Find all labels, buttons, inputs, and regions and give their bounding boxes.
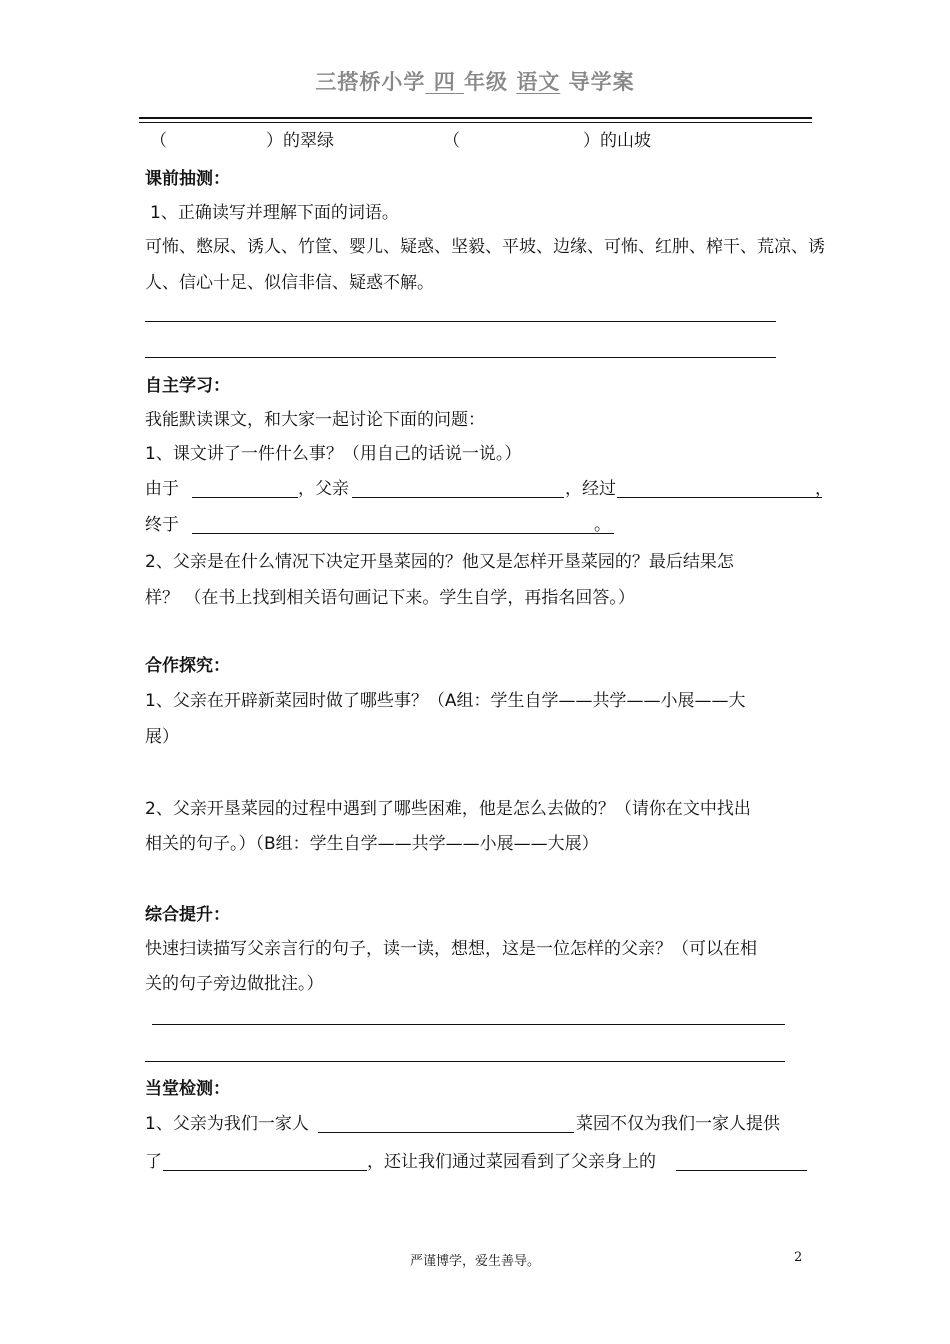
answer-line[interactable] bbox=[145, 321, 776, 322]
page-header-title bbox=[0, 66, 950, 96]
pretest-words-line-2: 人、信心十足、似信非信、疑惑不解。 bbox=[145, 273, 434, 293]
pretest-heading: 课前抽测： bbox=[145, 169, 230, 189]
fill-blank-father[interactable] bbox=[352, 497, 564, 498]
header-rule-thick bbox=[139, 117, 812, 119]
fill-due-label: 由于 bbox=[145, 479, 179, 499]
fill-finally-label: 终于 bbox=[145, 515, 179, 535]
cooperate-question-1-line-2: 展） bbox=[145, 727, 179, 747]
improve-line-1: 快速扫读描写父亲言行的句子，读一读，想想，这是一位怎样的父亲？（可以在相 bbox=[145, 939, 757, 959]
self-study-question-2-line-1: 2、父亲是在什么情况下决定开垦菜园的？他又是怎样开垦菜园的？最后结果怎 bbox=[145, 552, 734, 572]
answer-line[interactable] bbox=[152, 1024, 785, 1025]
self-study-question-2-line-2: 样？ （在书上找到相关语句画记下来。学生自学，再指名回答。） bbox=[145, 588, 635, 608]
footer-motto: 严谨博学，爱生善导。 bbox=[409, 1254, 540, 1269]
fill-after-label: ，经过 bbox=[565, 479, 616, 499]
improve-line-2: 关的句子旁边做批注。） bbox=[145, 974, 324, 994]
self-study-heading: 自主学习： bbox=[145, 376, 230, 396]
top-row-left-open: （ bbox=[150, 131, 167, 151]
cooperate-question-2-line-2: 相关的句子。）（B组：学生自学——共学——小展——大展） bbox=[145, 834, 599, 854]
check-blank-2[interactable] bbox=[163, 1170, 367, 1171]
fill-father-label: ，父亲 bbox=[298, 479, 349, 499]
header-rule-thin bbox=[139, 122, 812, 123]
top-row-right-open: （ bbox=[443, 131, 460, 151]
check-line-2-start: 了 bbox=[145, 1152, 162, 1172]
check-blank-3[interactable] bbox=[676, 1170, 807, 1171]
answer-line[interactable] bbox=[145, 1061, 785, 1062]
answer-line[interactable] bbox=[145, 357, 776, 358]
top-row-left-close: ）的翠绿 bbox=[266, 131, 334, 151]
pretest-words-line-1: 可怖、憋尿、诱人、竹筐、婴儿、疑惑、坚毅、平坡、边缘、可怖、红肿、榨干、荒凉、诱 bbox=[145, 237, 825, 257]
check-line-1-end: 菜园不仅为我们一家人提供 bbox=[576, 1114, 780, 1134]
self-study-question-1: 1、课文讲了一件什么事？（用自己的话说一说。） bbox=[145, 444, 522, 464]
cooperate-question-1-line-1: 1、父亲在开辟新菜园时做了哪些事？（A组：学生自学——共学——小展——大 bbox=[145, 691, 746, 711]
self-study-intro: 我能默读课文，和大家一起讨论下面的问题： bbox=[145, 410, 485, 430]
grade-value: 四 bbox=[433, 69, 456, 94]
check-heading: 当堂检测： bbox=[145, 1079, 230, 1099]
fill-comma: ， bbox=[815, 479, 832, 499]
subject-name: 语文 bbox=[516, 69, 561, 94]
improve-heading: 综合提升： bbox=[145, 905, 230, 925]
fill-blank-process[interactable] bbox=[617, 497, 822, 498]
cooperate-heading: 合作探究： bbox=[145, 656, 230, 676]
grade-suffix: 年级 bbox=[464, 69, 508, 94]
fill-blank-result[interactable] bbox=[192, 533, 614, 534]
check-blank-1[interactable] bbox=[318, 1132, 574, 1133]
check-line-1-start: 1、父亲为我们一家人 bbox=[145, 1114, 309, 1134]
school-name: 三搭桥小学 bbox=[315, 69, 426, 94]
fill-end-period: 。 bbox=[594, 515, 611, 535]
check-line-2-mid: ，还让我们通过菜园看到了父亲身上的 bbox=[367, 1152, 656, 1172]
page-number: 2 bbox=[794, 1250, 803, 1265]
top-row-right-close: ）的山坡 bbox=[583, 131, 651, 151]
cooperate-question-2-line-1: 2、父亲开垦菜园的过程中遇到了哪些困难，他是怎么去做的？（请你在文中找出 bbox=[145, 799, 751, 819]
doc-type: 导学案 bbox=[568, 69, 635, 94]
pretest-item-1: 1、正确读写并理解下面的词语。 bbox=[150, 203, 399, 223]
fill-blank-reason[interactable] bbox=[192, 497, 298, 498]
